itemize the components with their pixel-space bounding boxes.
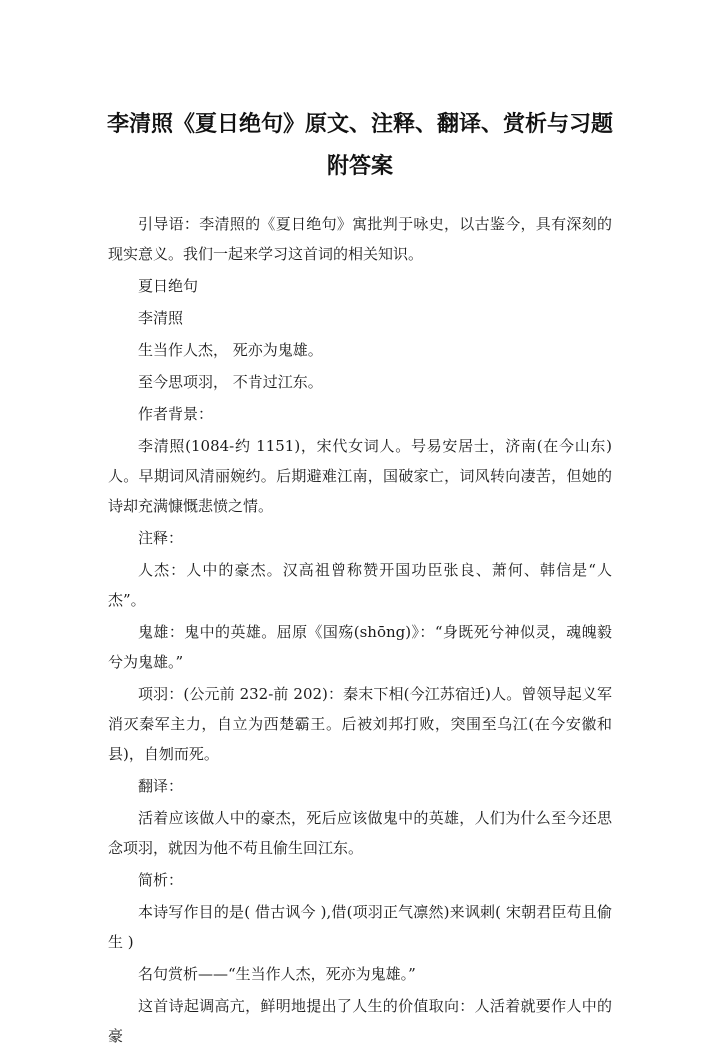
section-heading-notes: 注释：	[138, 529, 184, 547]
section-heading-background: 作者背景：	[138, 405, 214, 423]
poem-line-1: 生当作人杰， 死亦为鬼雄。	[138, 341, 323, 359]
poem-author: 李清照	[138, 309, 184, 327]
note-renjie: 人杰：人中的豪杰。汉高祖曾称赞开国功臣张良、萧何、韩信是“人杰”。	[108, 561, 612, 609]
section-heading-analysis: 简析：	[138, 871, 184, 889]
analysis-paragraph: 本诗写作目的是( 借古讽今 ),借(项羽正气凛然)来讽刺( 宋朝君臣苟且偷生 )	[108, 903, 612, 951]
section-heading-translation: 翻译：	[138, 777, 184, 795]
note-guixiong: 鬼雄：鬼中的英雄。屈原《国殇(shōng)》：“身既死兮神似灵，魂魄毅兮为鬼雄。”	[108, 623, 612, 671]
note-xiangyu: 项羽：(公元前 232-前 202)：秦末下相(今江苏宿迁)人。曾领导起义军消灭秦军主力，自立为西楚霸王。后被刘邦打败，突围至乌江(在今安徽和县)，自刎而死。	[108, 685, 612, 763]
appreciation-paragraph: 这首诗起调高亢，鲜明地提出了人生的价值取向：人活着就要作人中的豪	[108, 997, 612, 1045]
famous-line-heading: 名句赏析——“生当作人杰，死亦为鬼雄。”	[138, 965, 416, 983]
poem-title: 夏日绝句	[138, 277, 199, 295]
translation-paragraph: 活着应该做人中的豪杰，死后应该做鬼中的英雄，人们为什么至今还思念项羽，就因为他不苟且偷生回江东。	[108, 809, 612, 857]
document-body	[108, 209, 612, 1051]
document-title: 李清照《夏日绝句》原文、注释、翻译、赏析与习题附答案	[106, 112, 613, 179]
background-paragraph: 李清照(1084-约 1151)，宋代女词人。号易安居士，济南(在今山东)人。早期词风清丽婉约。后期避难江南，国破家亡，词风转向凄苦，但她的诗却充满慷慨悲愤之情。	[108, 437, 612, 515]
poem-line-2: 至今思项羽， 不肯过江东。	[138, 373, 323, 391]
intro-paragraph: 引导语：李清照的《夏日绝句》寓批判于咏史，以古鉴今，具有深刻的现实意义。我们一起来学习这首词的相关知识。	[108, 215, 612, 263]
